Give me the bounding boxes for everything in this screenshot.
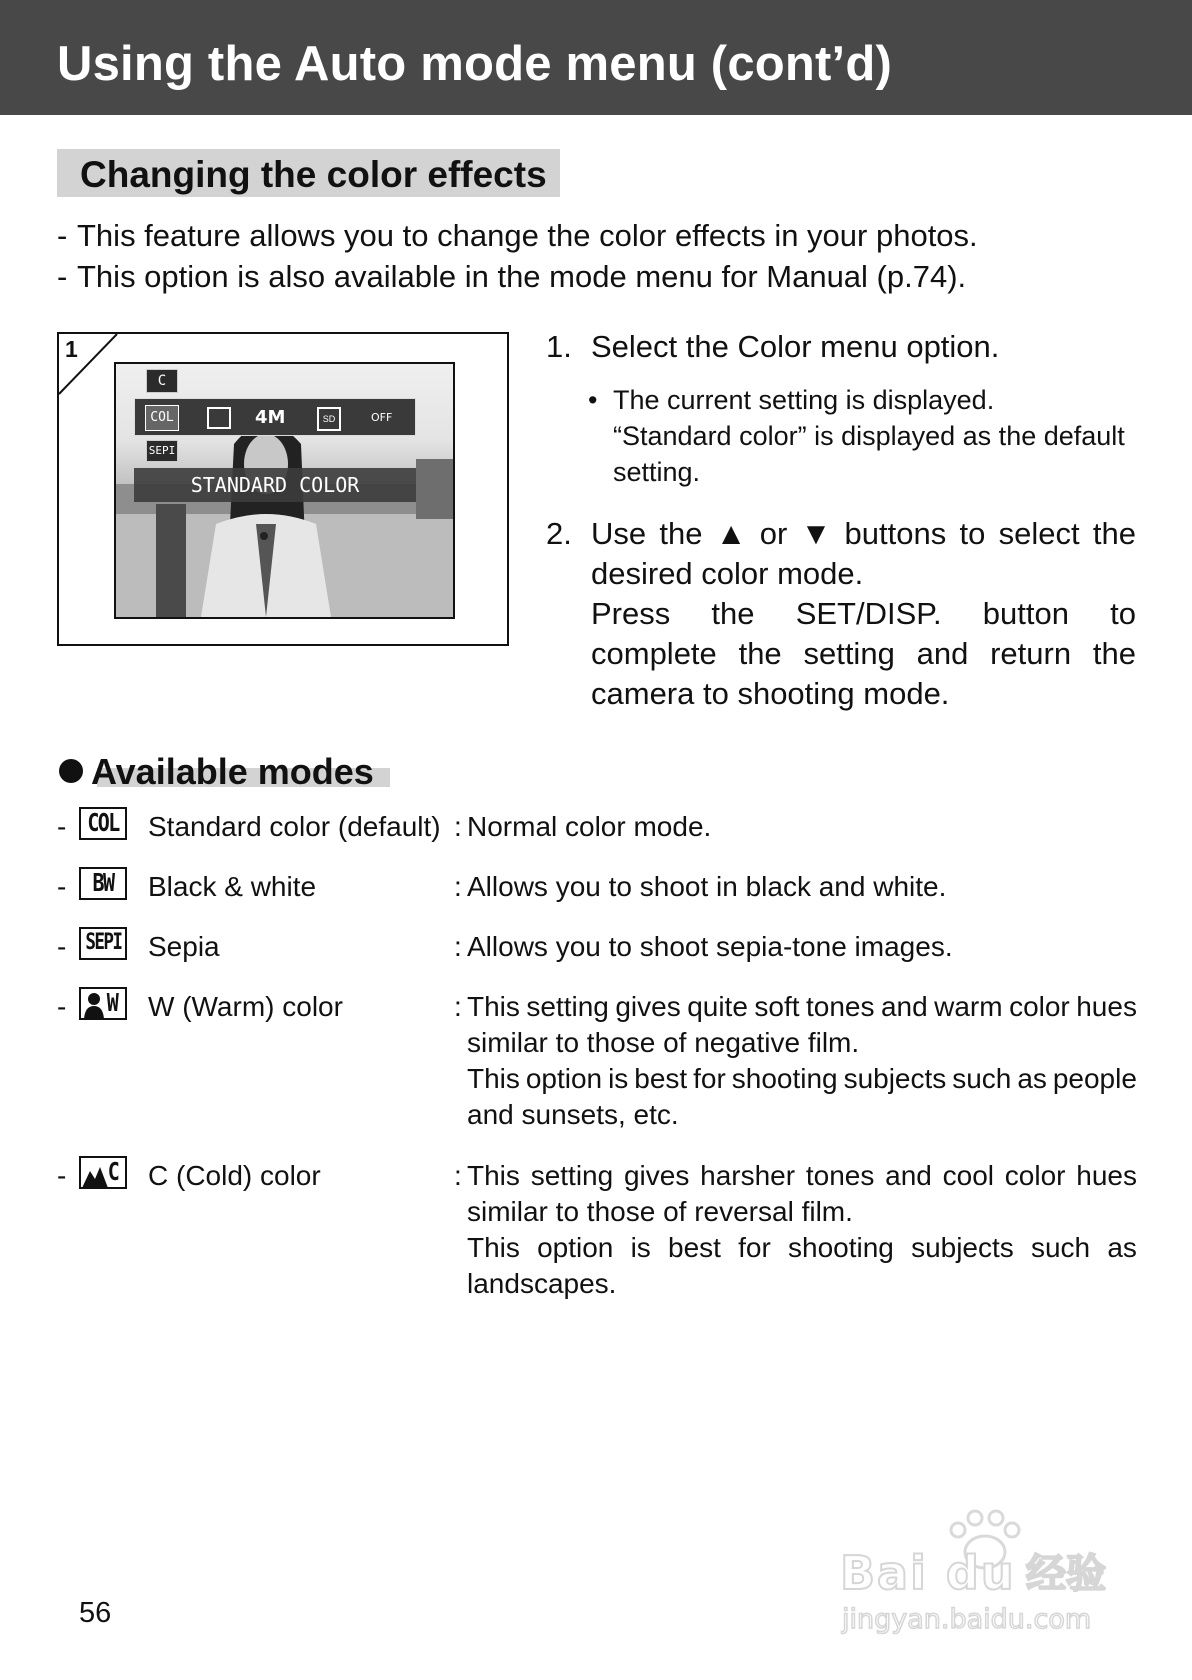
step-2-line-2: desired color mode. (591, 556, 864, 591)
step-1-bullet-line-2: “Standard color” is displayed as the default (613, 421, 1125, 451)
section-title-box (57, 149, 560, 197)
intro-line-2: - This option is also available in the mode menu for Manual (p.74). (57, 259, 967, 294)
step-1-number: 1. (546, 329, 572, 364)
mode-desc-line: This setting gives quite soft tones and warm color hues (467, 991, 1137, 1022)
lcd-menu-sd-icon: SD (317, 407, 341, 431)
step-2-number: 2. (546, 516, 572, 551)
step-2-line-5: camera to shooting mode. (591, 676, 950, 711)
step-1-text: Select the Color menu option. (591, 329, 1000, 364)
watermark-cn: 经验 (1026, 1551, 1106, 1597)
col-mode-icon: COL (79, 807, 127, 840)
mode-desc-line: landscapes. (467, 1268, 617, 1299)
page-title: Using the Auto mode menu (cont’d) (57, 37, 893, 91)
step-2-line-4: complete the setting and return the (591, 636, 1136, 671)
mode-desc-line: similar to those of negative film. (467, 1027, 860, 1058)
warm-mode-icon: W (79, 987, 127, 1020)
mode-name: C (Cold) color (148, 1160, 321, 1191)
page-header (0, 0, 1192, 115)
lcd-sepia-icon: SEPI (146, 440, 178, 462)
lcd-cold-icon: C (146, 369, 178, 393)
lcd-menu-col-icon: COL (145, 405, 179, 431)
step-1-bullet-line-1: The current setting is displayed. (613, 385, 995, 415)
mode-desc-line: Normal color mode. (467, 811, 712, 842)
mode-desc-line: similar to those of reversal film. (467, 1196, 853, 1227)
bw-mode-icon: BW (79, 867, 127, 900)
lcd-display (114, 362, 455, 619)
figure-number: 1 (65, 336, 78, 362)
lcd-setting-label-bar (134, 468, 416, 502)
mode-desc-line: Allows you to shoot sepia-tone images. (467, 931, 953, 962)
mode-name: Sepia (148, 931, 220, 962)
step-2-line-3: Press the SET/DISP. button to (591, 596, 1136, 631)
mode-desc-line: This setting gives harsher tones and cool color hues (467, 1160, 1137, 1191)
camera-screen-figure (57, 332, 509, 646)
sepia-mode-icon: SEPI (79, 927, 127, 960)
available-modes-heading (57, 751, 390, 792)
mode-desc-line: This option is best for shooting subjects such as (467, 1232, 1137, 1263)
section-title: Changing the color effects (80, 154, 547, 195)
mode-desc-line: and sunsets, etc. (467, 1099, 679, 1130)
watermark-brand: Bai du (840, 1546, 1016, 1600)
mode-name: W (Warm) color (148, 991, 343, 1022)
mode-name: Standard color (default) (148, 811, 441, 842)
intro-line-1: - This feature allows you to change the color effects in your photos. (57, 218, 978, 253)
mode-desc-line: This option is best for shooting subjects such as people (467, 1063, 1137, 1094)
watermark-url: jingyan.baidu.com (842, 1604, 1092, 1635)
mode-name: Black & white (148, 871, 317, 902)
cold-mode-icon: C (79, 1156, 127, 1189)
page-number: 56 (79, 1597, 112, 1629)
bullet-dot-icon (59, 759, 83, 783)
lcd-menu-flash-off-icon: OFF (371, 411, 393, 424)
lcd-menu-continuous-icon (207, 407, 231, 429)
lcd-menu-bar (134, 398, 416, 436)
step-1-bullet-dot: • (588, 385, 598, 415)
baidu-watermark (840, 1500, 1130, 1640)
mode-desc-line: Allows you to shoot in black and white. (467, 871, 947, 902)
step-2-line-1: Use the ▲ or ▼ buttons to select the (591, 516, 1136, 551)
lcd-menu-size-icon: 4M (255, 407, 286, 428)
lcd-setting-label: STANDARD COLOR (190, 473, 360, 497)
step-1-bullet-line-3: setting. (613, 457, 701, 487)
available-modes-title: Available modes (91, 751, 374, 792)
